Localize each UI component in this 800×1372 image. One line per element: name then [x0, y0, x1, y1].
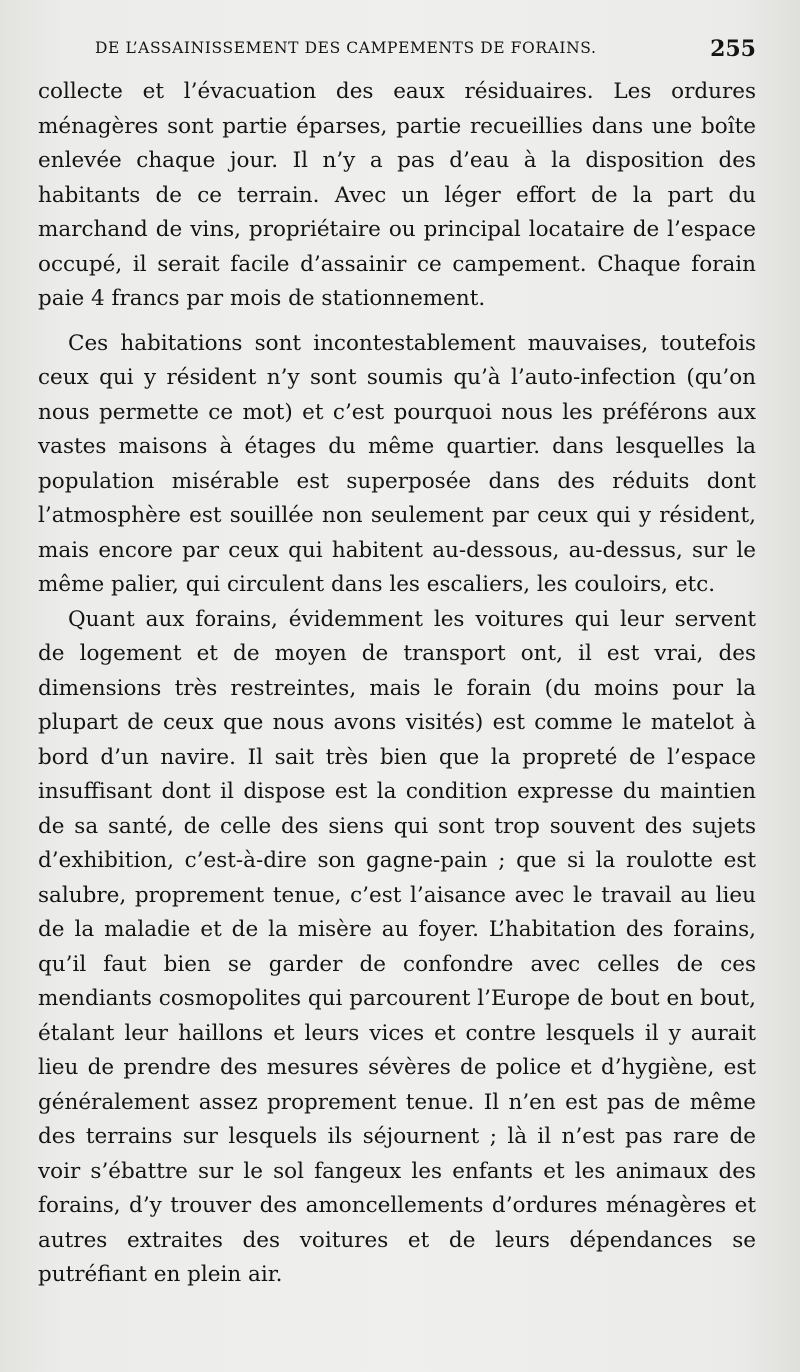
- paragraph-habitations: Ces habitations sont incontestablement mauvaises, toutefois ceux qui y résident n’y sont soumis qu’à l’auto-infection (qu’on nous permette ce mot) et c’est pourquoi nous les préférons aux vastes maisons à étages du même quartier. dans lesquelles la population misérable est superposée dans des réduits dont l’atmosphère est souillée non seulement par ceux qui y résident, mais encore par ceux qui habitent au-dessous, au-dessus, sur le même palier, qui circulent dans les escaliers, les couloirs, etc.: [38, 330, 756, 597]
- paragraph-forains: Quant aux forains, évidemment les voitures qui leur servent de logement et de moyen de transport ont, il est vrai, des dimensions très restreintes, mais le forain (du moins pour la plupart de ceux que nous avons visités) est comme le matelot à bord d’un navire. Il sait très bien que la propreté de l’espace insuffisant dont il dispose est la condition expresse du maintien de sa santé, de celle des siens qui sont trop souvent des sujets d’exhibition, c’est-à-dire son gagne-pain ; que si la roulotte est salubre, proprement tenue, c’est l’aisance avec le travail au lieu de la maladie et de la misère au foyer. L’habitation des forains, qu’il faut bien se garder de confondre avec celles de ces mendiants cosmopolites qui parcourent l’Europe de bout en bout, étalant leur haillons et leurs vices et contre lesquels il y aurait lieu de prendre des mesures sévères de police et d’hygiène, est généralement assez proprement tenue. Il n’en est pas de même des terrains sur lesquels ils séjournent ; là il n’est pas rare de voir s’ébattre sur le sol fangeux les enfants et les animaux des forains, d’y trouver des amoncellements d’ordures ménagères et autres extraites des voitures et de leurs dépendances se putréfiant en plein air.: [38, 606, 756, 1287]
- page-number: 255: [710, 36, 756, 62]
- running-title: DE L’ASSAINISSEMENT DES CAMPEMENTS DE FORAINS.: [95, 39, 597, 57]
- running-header: [95, 36, 756, 66]
- body-text: [38, 75, 756, 1293]
- paragraph-continuation: collecte et l’évacuation des eaux résiduaires. Les ordures ménagères sont partie éparses, partie recueillies dans une boîte enlevée chaque jour. Il n’y a pas d’eau à la disposition des habitants de ce terrain. Avec un léger effort de la part du marchand de vins, propriétaire ou principal locataire de l’espace occupé, il serait facile d’assainir ce campement. Chaque forain paie 4 francs par mois de stationnement.: [38, 79, 756, 311]
